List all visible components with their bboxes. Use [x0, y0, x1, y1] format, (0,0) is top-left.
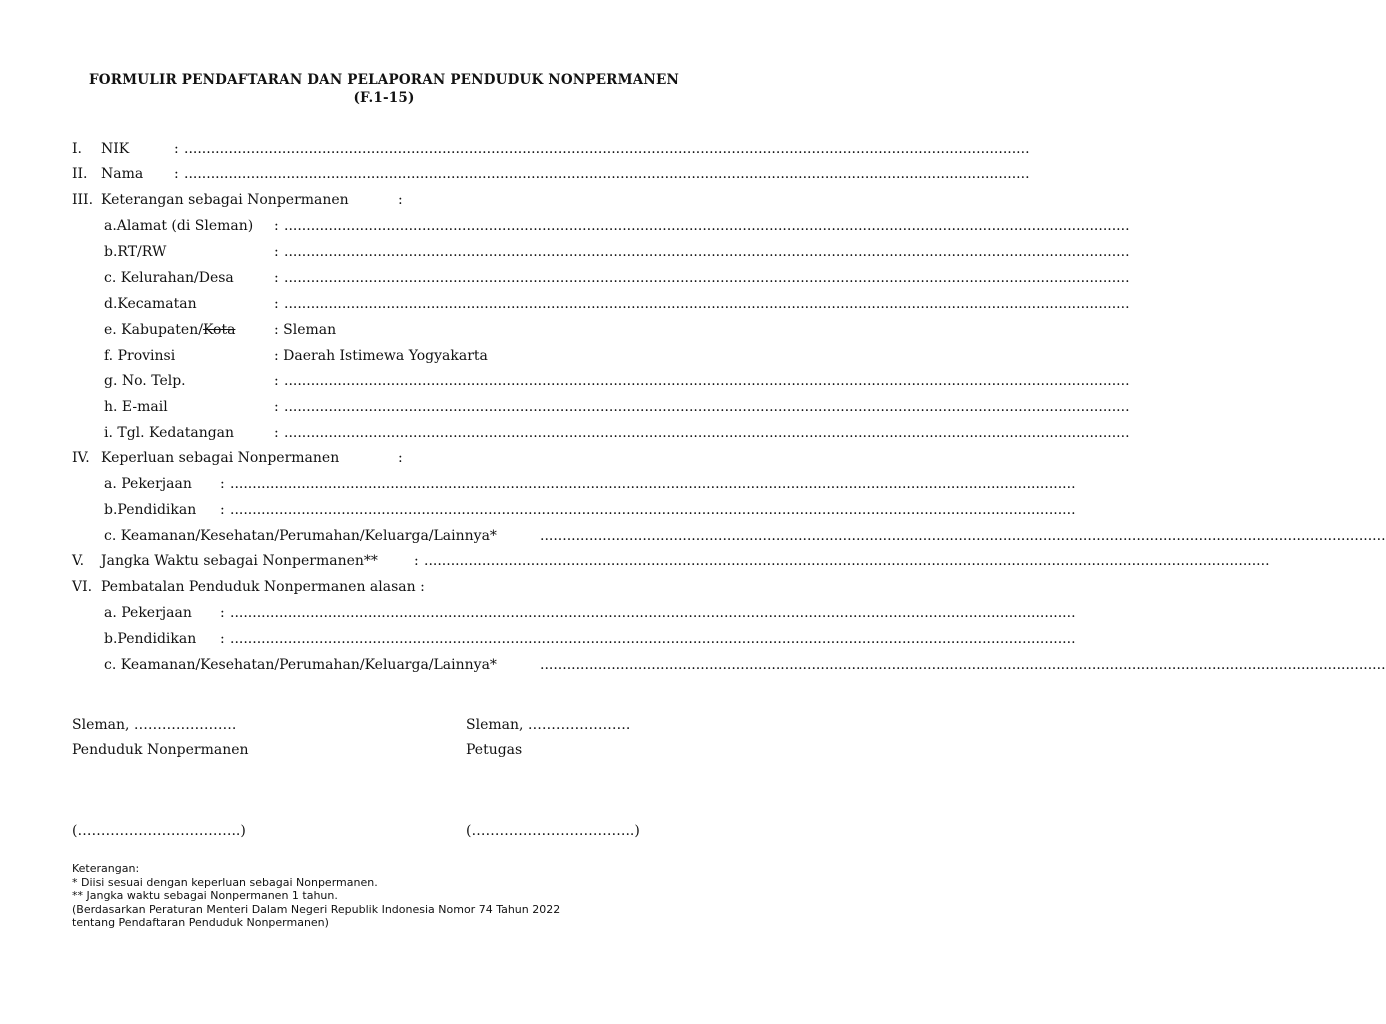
field-kabupaten	[0, 320, 768, 340]
fill-line[interactable]: ..............................................................................................................................................................................................	[540, 657, 1386, 673]
field-label: g. No. Telp.	[104, 373, 186, 389]
field-telp	[0, 371, 1130, 391]
signature-left-name: (……………………………..)	[72, 823, 246, 839]
field-colon: :	[274, 244, 279, 260]
field-colon: :	[220, 605, 225, 621]
field-kelurahan	[0, 268, 1130, 288]
field-value: : Daerah Istimewa Yogyakarta	[274, 348, 488, 364]
section-colon: :	[398, 192, 403, 208]
field-rtrw	[0, 242, 1130, 262]
note-2: ** Jangka waktu sebagai Nonpermanen 1 tahun.	[72, 889, 338, 902]
field-email	[0, 397, 1130, 417]
section-keperluan	[0, 448, 768, 468]
section-number: V.	[72, 553, 85, 569]
field-colon: :	[274, 270, 279, 286]
section-label: Keperluan sebagai Nonpermanen	[101, 450, 340, 466]
fill-line[interactable]: ..............................................................................................................................................................................................	[230, 631, 1076, 647]
field-tgl-kedatangan	[0, 423, 1130, 443]
field-label: Nama	[101, 166, 144, 182]
fill-line[interactable]: ..............................................................................................................................................................................................	[184, 141, 1030, 157]
notes-block	[72, 862, 560, 930]
field-keperluan-pekerjaan	[0, 474, 1076, 494]
field-colon: :	[174, 166, 179, 182]
signature-right-name: (……………………………..)	[466, 823, 640, 839]
fill-line[interactable]: ..............................................................................................................................................................................................	[284, 399, 1130, 415]
field-colon: :	[414, 553, 419, 569]
section-number: VI.	[72, 579, 93, 595]
kabupaten-text: e. Kabupaten/	[104, 322, 203, 338]
field-label: b.Pendidikan	[104, 502, 197, 518]
fill-line[interactable]: ..............................................................................................................................................................................................	[284, 296, 1130, 312]
field-label: c. Keamanan/Kesehatan/Perumahan/Keluarga/Lainnya*	[104, 528, 497, 544]
fill-line[interactable]: ..............................................................................................................................................................................................	[284, 425, 1130, 441]
fill-line[interactable]: ..............................................................................................................................................................................................	[230, 502, 1076, 518]
fill-line[interactable]: ..............................................................................................................................................................................................	[284, 244, 1130, 260]
field-colon: :	[220, 502, 225, 518]
section-number: III.	[72, 192, 94, 208]
note-3: (Berdasarkan Peraturan Menteri Dalam Negeri Republik Indonesia Nomor 74 Tahun 2022	[72, 902, 561, 916]
signature-left-role: Penduduk Nonpermanen	[72, 742, 249, 758]
field-nik	[0, 139, 1030, 159]
field-colon: :	[274, 425, 279, 441]
field-label	[104, 320, 235, 340]
field-pembatalan-pendidikan	[0, 629, 1076, 649]
fill-line[interactable]: ..............................................................................................................................................................................................	[540, 528, 1386, 544]
field-label: i. Tgl. Kedatangan	[104, 425, 235, 441]
section-colon: :	[398, 450, 403, 466]
field-jangka-waktu	[0, 551, 1270, 571]
section-number: II.	[72, 166, 88, 182]
field-colon: :	[274, 296, 279, 312]
field-alamat	[0, 216, 1130, 236]
field-value: : Sleman	[274, 322, 337, 338]
field-keperluan-lainnya	[0, 526, 1386, 546]
field-label: a.Alamat (di Sleman)	[104, 218, 254, 234]
section-number: IV.	[72, 450, 90, 466]
fill-line[interactable]: ..............................................................................................................................................................................................	[230, 476, 1076, 492]
section-pembatalan	[0, 577, 768, 597]
field-keperluan-pendidikan	[0, 500, 1076, 520]
field-provinsi	[0, 346, 768, 366]
field-label: b.Pendidikan	[104, 631, 197, 647]
field-label: c. Kelurahan/Desa	[104, 270, 234, 286]
notes-heading: Keterangan:	[72, 862, 140, 875]
form-title: FORMULIR PENDAFTARAN DAN PELAPORAN PENDUDUK NONPERMANEN	[88, 72, 679, 88]
field-label: d.Kecamatan	[104, 296, 197, 312]
field-label: NIK	[101, 141, 130, 157]
field-colon: :	[220, 476, 225, 492]
field-kecamatan	[0, 294, 1130, 314]
field-label: a. Pekerjaan	[104, 476, 192, 492]
signature-left-place-date: Sleman, ………………….	[72, 717, 237, 733]
form-code: (F.1-15)	[353, 90, 415, 106]
field-label: b.RT/RW	[104, 244, 167, 260]
fill-line[interactable]: ..............................................................................................................................................................................................	[284, 270, 1130, 286]
section-keterangan	[0, 190, 768, 210]
field-label: a. Pekerjaan	[104, 605, 192, 621]
fill-line[interactable]: ..............................................................................................................................................................................................	[230, 605, 1076, 621]
signature-right-role: Petugas	[466, 742, 523, 758]
section-label: Keterangan sebagai Nonpermanen	[101, 192, 349, 208]
field-label: h. E-mail	[104, 399, 168, 415]
field-pembatalan-lainnya	[0, 655, 1386, 675]
fill-line[interactable]: ..............................................................................................................................................................................................	[284, 373, 1130, 389]
kota-strikethrough: Kota	[202, 322, 236, 338]
section-number: I.	[72, 141, 82, 157]
section-label: Pembatalan Penduduk Nonpermanen alasan :	[101, 579, 425, 595]
note-4: tentang Pendaftaran Penduduk Nonpermanen)	[72, 916, 329, 929]
field-colon: :	[220, 631, 225, 647]
fill-line[interactable]: ..............................................................................................................................................................................................	[184, 166, 1030, 182]
field-colon: :	[174, 141, 179, 157]
field-label: Jangka Waktu sebagai Nonpermanen**	[101, 553, 378, 569]
fill-line[interactable]: ..............................................................................................................................................................................................	[424, 553, 1270, 569]
fill-line[interactable]: ..............................................................................................................................................................................................	[284, 218, 1130, 234]
field-colon: :	[274, 373, 279, 389]
field-pembatalan-pekerjaan	[0, 603, 1076, 623]
note-1: * Diisi sesuai dengan keperluan sebagai Nonpermanen.	[72, 875, 378, 889]
field-label: f. Provinsi	[104, 348, 176, 364]
signature-right-place-date: Sleman, ………………….	[466, 717, 631, 733]
field-colon: :	[274, 399, 279, 415]
field-colon: :	[274, 218, 279, 234]
field-label: c. Keamanan/Kesehatan/Perumahan/Keluarga/Lainnya*	[104, 657, 497, 673]
field-nama	[0, 164, 1030, 184]
